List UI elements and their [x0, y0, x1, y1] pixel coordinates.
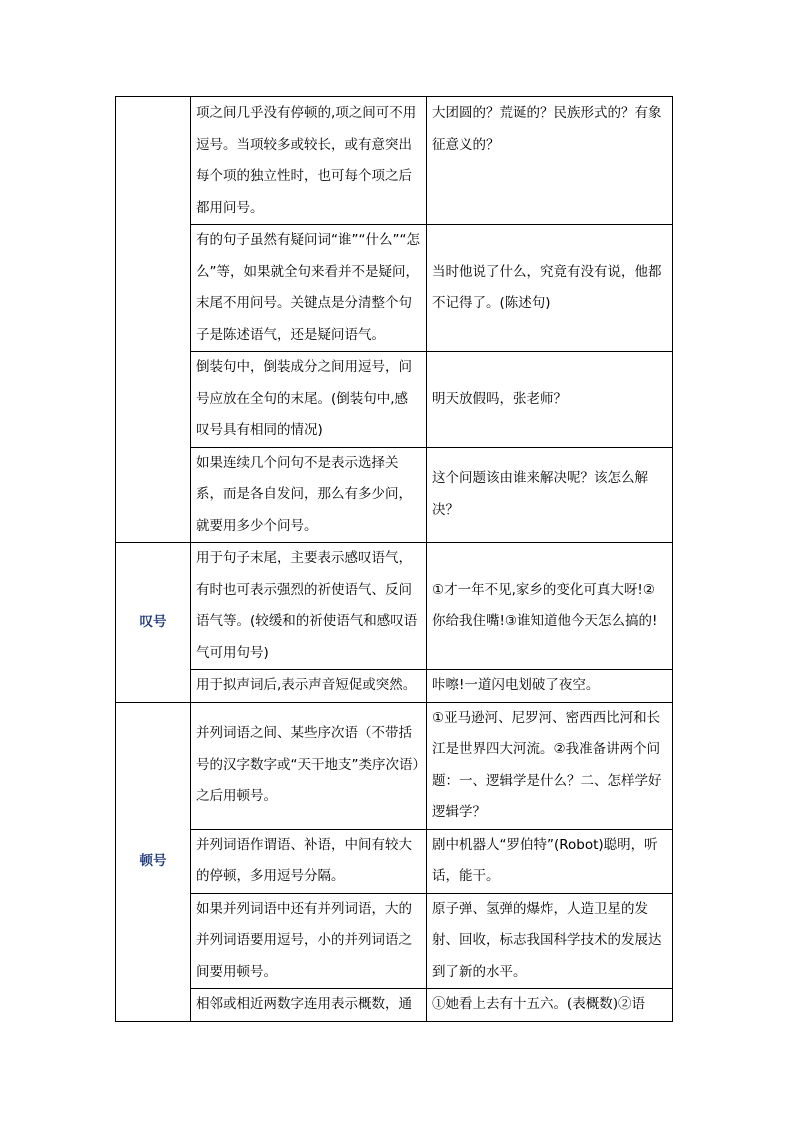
rule-cell: 并列词语之间、某些序次语（不带括号的汉字数字或“天干地支”类序次语）之后用顿号。	[191, 702, 427, 829]
category-cell-question-mark	[116, 97, 191, 543]
table-row	[116, 97, 673, 225]
rule-cell: 项之间几乎没有停顿的,项之间可不用逗号。当项较多或较长，或有意突出每个项的独立性时，也可每个项之后都用问号。	[191, 97, 427, 225]
category-cell-exclamation-mark: 叹号	[116, 543, 191, 703]
table-row	[116, 670, 673, 703]
example-cell: ①才一年不见,家乡的变化可真大呀!②你给我住嘴!③谁知道他今天怎么搞的!	[427, 543, 673, 670]
rule-cell: 有的句子虽然有疑问词“谁”“什么”“怎么”等，如果就全句来看并不是疑问，末尾不用问号。关键点是分清整个句子是陈述语气，还是疑问语气。	[191, 225, 427, 352]
table-row	[116, 543, 673, 670]
example-cell: 明天放假吗，张老师？	[427, 352, 673, 448]
table-row	[116, 893, 673, 989]
rule-cell: 如果并列词语中还有并列词语，大的并列词语要用逗号，小的并列词语之间要用顿号。	[191, 893, 427, 989]
example-cell: 当时他说了什么，究竟有没有说，他都不记得了。(陈述句)	[427, 225, 673, 352]
table-row	[116, 989, 673, 1022]
table-row	[116, 352, 673, 448]
punctuation-rules-table	[115, 96, 673, 1022]
category-cell-enumeration-comma: 顿号	[116, 702, 191, 1021]
rule-cell: 相邻或相近两数字连用表示概数，通	[191, 989, 427, 1022]
rule-cell: 用于句子末尾，主要表示感叹语气，有时也可表示强烈的祈使语气、反问语气等。(较缓和的祈使语气和感叹语气可用句号)	[191, 543, 427, 670]
table-row	[116, 447, 673, 543]
table-row	[116, 225, 673, 352]
rule-cell: 如果连续几个问句不是表示选择关系，而是各自发问，那么有多少问，就要用多少个问号。	[191, 447, 427, 543]
example-cell: 咔嚓!一道闪电划破了夜空。	[427, 670, 673, 703]
example-cell: 原子弹、氢弹的爆炸，人造卫星的发射、回收，标志我国科学技术的发展达到了新的水平。	[427, 893, 673, 989]
example-cell: 这个问题该由谁来解决呢？该怎么解决？	[427, 447, 673, 543]
example-cell: ①她看上去有十五六。(表概数)②语	[427, 989, 673, 1022]
rule-cell: 倒装句中，倒装成分之间用逗号，问号应放在全句的末尾。(倒装句中,感叹号具有相同的情况)	[191, 352, 427, 448]
table-row	[116, 702, 673, 829]
rule-cell: 用于拟声词后,表示声音短促或突然。	[191, 670, 427, 703]
table-row	[116, 829, 673, 893]
rule-cell: 并列词语作谓语、补语，中间有较大的停顿，多用逗号分隔。	[191, 829, 427, 893]
example-cell: ①亚马逊河、尼罗河、密西西比河和长江是世界四大河流。②我准备讲两个问题：一、逻辑学是什么？二、怎样学好逻辑学？	[427, 702, 673, 829]
example-cell: 大团圆的？荒诞的？民族形式的？有象征意义的？	[427, 97, 673, 225]
example-cell: 剧中机器人“罗伯特”(Robot)聪明，听话，能干。	[427, 829, 673, 893]
